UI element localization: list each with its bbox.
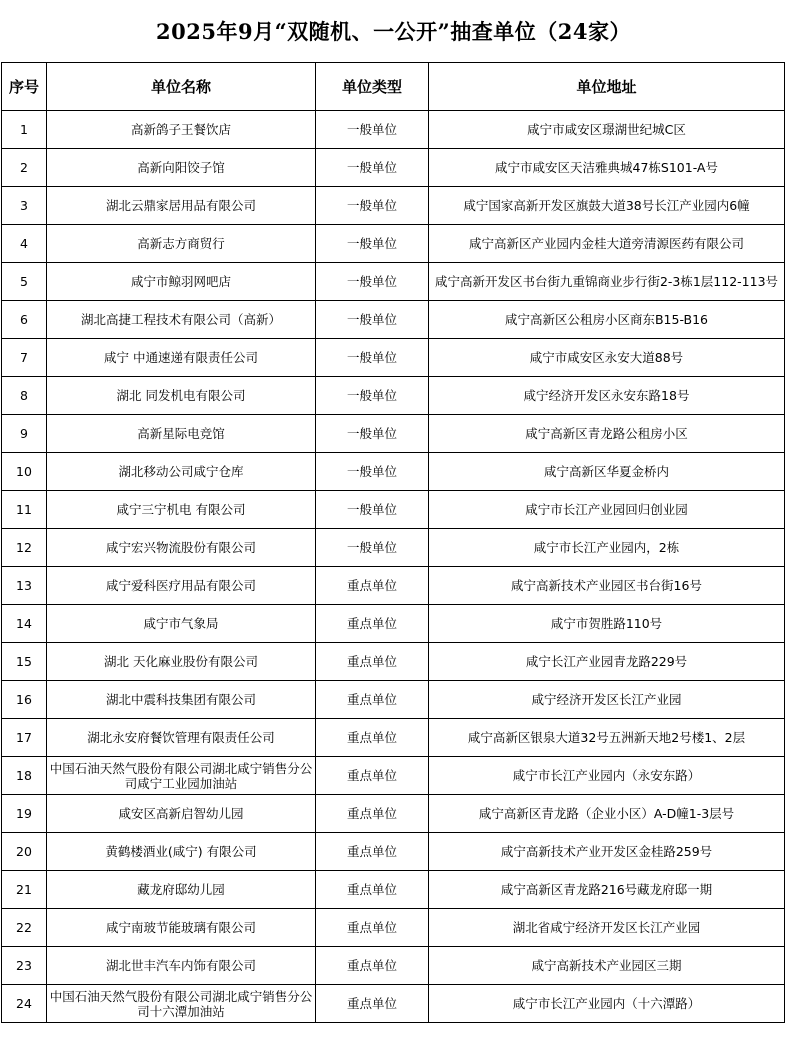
table-row bbox=[2, 187, 785, 225]
row-no-cell: 11 bbox=[2, 491, 47, 529]
row-type-cell: 一般单位 bbox=[316, 415, 429, 453]
row-name-cell: 中国石油天然气股份有限公司湖北咸宁销售分公司十六潭加油站 bbox=[47, 985, 316, 1023]
row-type-cell: 一般单位 bbox=[316, 263, 429, 301]
table-row bbox=[2, 225, 785, 263]
row-no-cell: 22 bbox=[2, 909, 47, 947]
header-address: 单位地址 bbox=[429, 63, 785, 111]
table-row bbox=[2, 719, 785, 757]
row-type-cell: 重点单位 bbox=[316, 605, 429, 643]
row-address-cell: 咸宁高新技术产业开发区金桂路259号 bbox=[429, 833, 785, 871]
row-name-cell: 咸宁爱科医疗用品有限公司 bbox=[47, 567, 316, 605]
row-type-cell: 重点单位 bbox=[316, 681, 429, 719]
row-name-cell: 咸宁南玻节能玻璃有限公司 bbox=[47, 909, 316, 947]
row-name-cell: 咸安区高新启智幼儿园 bbox=[47, 795, 316, 833]
row-type-cell: 一般单位 bbox=[316, 339, 429, 377]
row-no-cell: 14 bbox=[2, 605, 47, 643]
row-type-cell: 一般单位 bbox=[316, 225, 429, 263]
table-row bbox=[2, 149, 785, 187]
row-type-cell: 重点单位 bbox=[316, 795, 429, 833]
row-no-cell: 10 bbox=[2, 453, 47, 491]
row-no-cell: 19 bbox=[2, 795, 47, 833]
table-row bbox=[2, 377, 785, 415]
row-no-cell: 6 bbox=[2, 301, 47, 339]
row-no-cell: 8 bbox=[2, 377, 47, 415]
row-address-cell: 湖北省咸宁经济开发区长江产业园 bbox=[429, 909, 785, 947]
table-row bbox=[2, 605, 785, 643]
table-row bbox=[2, 301, 785, 339]
table-row bbox=[2, 567, 785, 605]
row-name-cell: 湖北移动公司咸宁仓库 bbox=[47, 453, 316, 491]
row-name-cell: 中国石油天然气股份有限公司湖北咸宁销售分公司咸宁工业园加油站 bbox=[47, 757, 316, 795]
row-address-cell: 咸宁长江产业园青龙路229号 bbox=[429, 643, 785, 681]
row-type-cell: 重点单位 bbox=[316, 567, 429, 605]
row-name-cell: 高新向阳饺子馆 bbox=[47, 149, 316, 187]
table-body bbox=[2, 111, 785, 1023]
row-address-cell: 咸宁市贺胜路110号 bbox=[429, 605, 785, 643]
row-address-cell: 咸宁市咸安区璟湖世纪城C区 bbox=[429, 111, 785, 149]
header-no: 序号 bbox=[2, 63, 47, 111]
row-no-cell: 3 bbox=[2, 187, 47, 225]
table-row bbox=[2, 415, 785, 453]
table-row bbox=[2, 985, 785, 1023]
row-type-cell: 重点单位 bbox=[316, 719, 429, 757]
table-row bbox=[2, 833, 785, 871]
row-name-cell: 湖北中震科技集团有限公司 bbox=[47, 681, 316, 719]
row-no-cell: 7 bbox=[2, 339, 47, 377]
row-address-cell: 咸宁市长江产业园内（十六潭路） bbox=[429, 985, 785, 1023]
row-type-cell: 一般单位 bbox=[316, 529, 429, 567]
row-no-cell: 24 bbox=[2, 985, 47, 1023]
row-type-cell: 重点单位 bbox=[316, 833, 429, 871]
row-address-cell: 咸宁市长江产业园内，2栋 bbox=[429, 529, 785, 567]
row-address-cell: 咸宁市长江产业园内（永安东路） bbox=[429, 757, 785, 795]
row-address-cell: 咸宁高新区青龙路（企业小区）A-D幢1-3层号 bbox=[429, 795, 785, 833]
row-no-cell: 16 bbox=[2, 681, 47, 719]
row-address-cell: 咸宁市长江产业园回归创业园 bbox=[429, 491, 785, 529]
row-name-cell: 咸宁 中通速递有限责任公司 bbox=[47, 339, 316, 377]
row-address-cell: 咸宁国家高新开发区旗鼓大道38号长江产业园内6幢 bbox=[429, 187, 785, 225]
table-header-row bbox=[2, 63, 785, 111]
row-no-cell: 5 bbox=[2, 263, 47, 301]
row-no-cell: 15 bbox=[2, 643, 47, 681]
row-type-cell: 重点单位 bbox=[316, 871, 429, 909]
table-row bbox=[2, 757, 785, 795]
row-name-cell: 黄鹤楼酒业(咸宁) 有限公司 bbox=[47, 833, 316, 871]
row-name-cell: 高新星际电竞馆 bbox=[47, 415, 316, 453]
row-no-cell: 23 bbox=[2, 947, 47, 985]
row-address-cell: 咸宁市咸安区天洁雅典城47栋S101-A号 bbox=[429, 149, 785, 187]
table-row bbox=[2, 339, 785, 377]
row-name-cell: 高新志方商贸行 bbox=[47, 225, 316, 263]
row-address-cell: 咸宁高新技术产业园区三期 bbox=[429, 947, 785, 985]
row-address-cell: 咸宁市咸安区永安大道88号 bbox=[429, 339, 785, 377]
table-row bbox=[2, 111, 785, 149]
row-address-cell: 咸宁高新区华夏金桥内 bbox=[429, 453, 785, 491]
row-no-cell: 1 bbox=[2, 111, 47, 149]
row-name-cell: 咸宁市鲸羽网吧店 bbox=[47, 263, 316, 301]
row-type-cell: 重点单位 bbox=[316, 985, 429, 1023]
table-row bbox=[2, 453, 785, 491]
table-row bbox=[2, 491, 785, 529]
row-address-cell: 咸宁经济开发区永安东路18号 bbox=[429, 377, 785, 415]
row-type-cell: 一般单位 bbox=[316, 187, 429, 225]
row-address-cell: 咸宁高新区公租房小区商东B15-B16 bbox=[429, 301, 785, 339]
row-name-cell: 湖北世丰汽车内饰有限公司 bbox=[47, 947, 316, 985]
table-row bbox=[2, 947, 785, 985]
row-name-cell: 咸宁市气象局 bbox=[47, 605, 316, 643]
header-type: 单位类型 bbox=[316, 63, 429, 111]
row-no-cell: 9 bbox=[2, 415, 47, 453]
row-name-cell: 咸宁宏兴物流股份有限公司 bbox=[47, 529, 316, 567]
header-name: 单位名称 bbox=[47, 63, 316, 111]
row-address-cell: 咸宁高新开发区书台街九重锦商业步行街2-3栋1层112-113号 bbox=[429, 263, 785, 301]
row-name-cell: 咸宁三宁机电 有限公司 bbox=[47, 491, 316, 529]
row-no-cell: 12 bbox=[2, 529, 47, 567]
row-type-cell: 重点单位 bbox=[316, 947, 429, 985]
row-type-cell: 一般单位 bbox=[316, 111, 429, 149]
table-row bbox=[2, 643, 785, 681]
row-no-cell: 2 bbox=[2, 149, 47, 187]
table-row bbox=[2, 795, 785, 833]
row-type-cell: 一般单位 bbox=[316, 149, 429, 187]
table-row bbox=[2, 909, 785, 947]
row-address-cell: 咸宁高新区银泉大道32号五洲新天地2号楼1、2层 bbox=[429, 719, 785, 757]
row-no-cell: 21 bbox=[2, 871, 47, 909]
row-type-cell: 一般单位 bbox=[316, 491, 429, 529]
row-address-cell: 咸宁高新区青龙路216号藏龙府邸一期 bbox=[429, 871, 785, 909]
row-name-cell: 湖北高捷工程技术有限公司（高新） bbox=[47, 301, 316, 339]
row-address-cell: 咸宁高新技术产业园区书台街16号 bbox=[429, 567, 785, 605]
table-row bbox=[2, 529, 785, 567]
table-row bbox=[2, 681, 785, 719]
row-type-cell: 一般单位 bbox=[316, 377, 429, 415]
row-type-cell: 重点单位 bbox=[316, 757, 429, 795]
row-name-cell: 湖北云鼎家居用品有限公司 bbox=[47, 187, 316, 225]
row-name-cell: 高新鸽子王餐饮店 bbox=[47, 111, 316, 149]
row-type-cell: 一般单位 bbox=[316, 453, 429, 491]
row-no-cell: 18 bbox=[2, 757, 47, 795]
row-name-cell: 藏龙府邸幼儿园 bbox=[47, 871, 316, 909]
row-type-cell: 重点单位 bbox=[316, 909, 429, 947]
table-row bbox=[2, 263, 785, 301]
row-address-cell: 咸宁经济开发区长江产业园 bbox=[429, 681, 785, 719]
row-type-cell: 一般单位 bbox=[316, 301, 429, 339]
row-name-cell: 湖北 天化麻业股份有限公司 bbox=[47, 643, 316, 681]
row-no-cell: 13 bbox=[2, 567, 47, 605]
row-address-cell: 咸宁高新区产业园内金桂大道旁清源医药有限公司 bbox=[429, 225, 785, 263]
row-no-cell: 20 bbox=[2, 833, 47, 871]
inspection-table bbox=[1, 62, 785, 1023]
table-row bbox=[2, 871, 785, 909]
row-no-cell: 17 bbox=[2, 719, 47, 757]
row-address-cell: 咸宁高新区青龙路公租房小区 bbox=[429, 415, 785, 453]
document-title: 2025年9月“双随机、一公开”抽查单位（24家） bbox=[156, 19, 631, 44]
row-type-cell: 重点单位 bbox=[316, 643, 429, 681]
row-no-cell: 4 bbox=[2, 225, 47, 263]
row-name-cell: 湖北永安府餐饮管理有限责任公司 bbox=[47, 719, 316, 757]
row-name-cell: 湖北 同发机电有限公司 bbox=[47, 377, 316, 415]
